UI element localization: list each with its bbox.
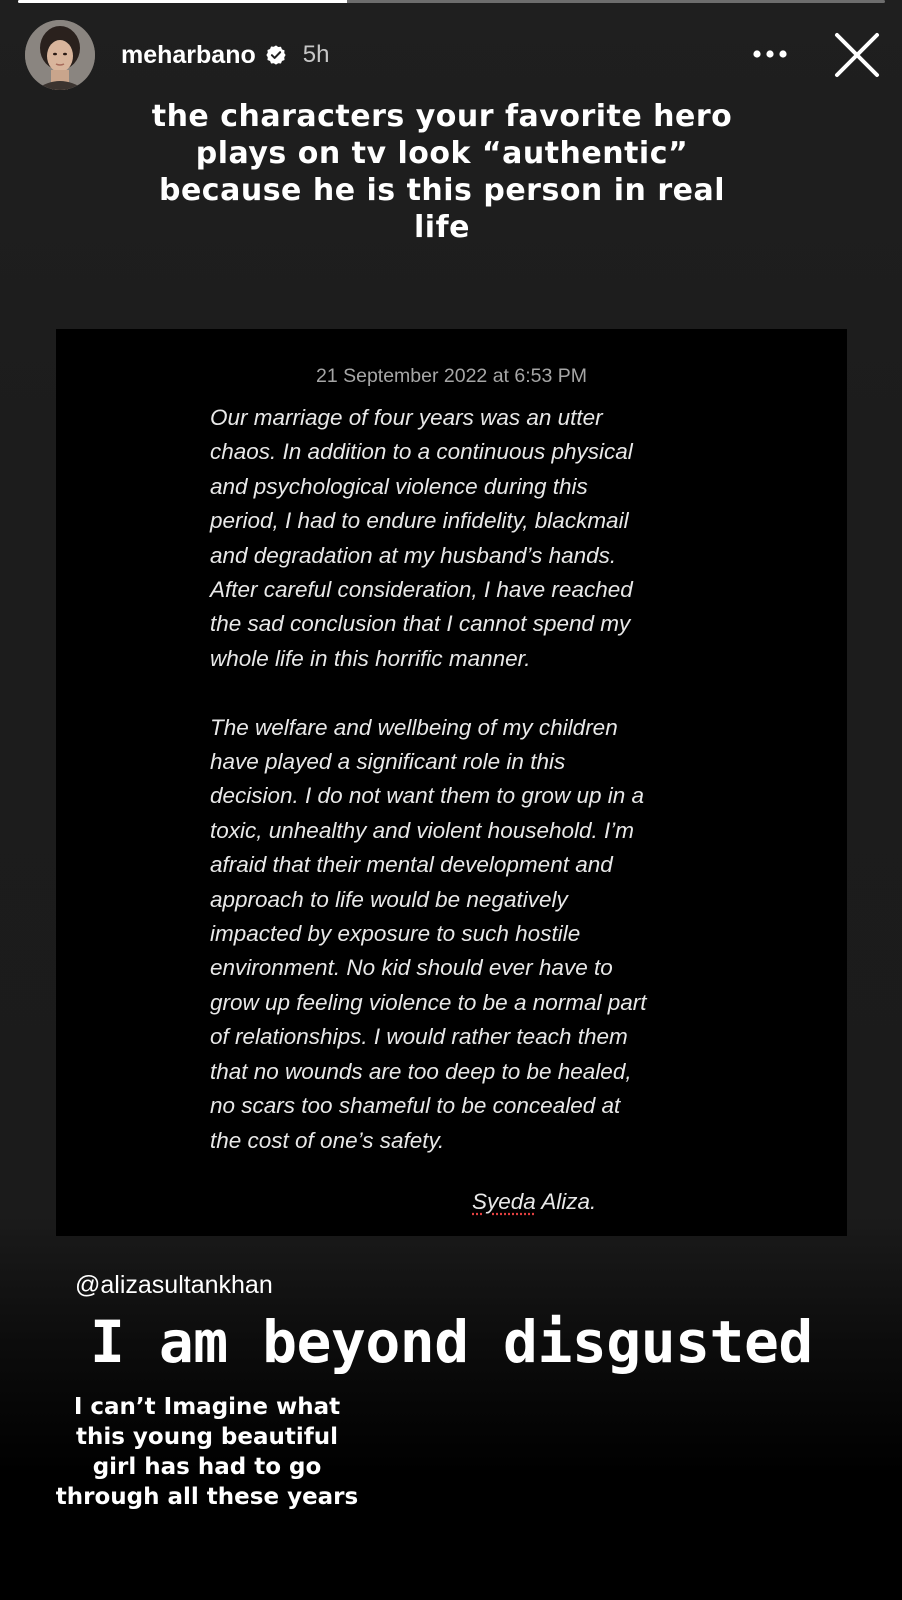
note-line: Our marriage of four years was an utter	[210, 405, 603, 430]
note-body	[210, 401, 730, 1158]
note-line: no scars too shameful to be concealed at	[210, 1093, 621, 1119]
close-button[interactable]	[832, 30, 882, 80]
note-line: grow up feeling violence to be a normal part	[210, 989, 647, 1015]
story-header	[25, 19, 329, 91]
note-line: decision. I do not want them to grow up in a	[210, 783, 645, 809]
signature-first-name: Syeda	[472, 1189, 536, 1214]
note-line: impacted by exposure to such hostile	[210, 921, 581, 947]
note-line: have played a significant role in this	[210, 749, 566, 775]
note-line: After careful consideration, I have reached	[210, 577, 633, 603]
note-line: whole life in this horrific manner.	[210, 645, 531, 671]
story-progress-bar	[18, 0, 885, 3]
note-line: of relationships. I would rather teach them	[210, 1024, 628, 1050]
verified-badge-icon	[265, 44, 287, 66]
note-line: the cost of one’s safety.	[210, 1127, 445, 1153]
note-line: that no wounds are too deep to be healed,	[210, 1058, 632, 1084]
note-screenshot	[56, 329, 847, 1236]
note-line: afraid that their mental development and	[210, 852, 613, 878]
note-line: and degradation at my husband’s hands.	[210, 542, 617, 568]
story-caption-big: I am beyond disgusted	[90, 1308, 813, 1376]
mention-sticker[interactable]: @alizasultankhan	[75, 1271, 273, 1299]
note-line: environment. No kid should ever have to	[210, 955, 613, 981]
note-line: approach to life would be negatively	[210, 886, 568, 912]
note-line: chaos. In addition to a continuous physical	[210, 439, 633, 465]
note-line: toxic, unhealthy and violent household. I’m	[210, 817, 635, 843]
note-date: 21 September 2022 at 6:53 PM	[315, 365, 587, 387]
username[interactable]: meharbano	[121, 40, 256, 69]
note-signature	[472, 1189, 596, 1215]
story-progress-fill	[18, 0, 347, 3]
signature-last-name: Aliza.	[535, 1189, 597, 1214]
close-icon	[832, 30, 882, 80]
note-line: and psychological violence during this	[210, 473, 588, 499]
avatar[interactable]	[25, 20, 95, 90]
story-caption-top: the characters your favorite hero plays on tv look “authentic” because he is this person in real life	[151, 99, 733, 245]
post-time: 5h	[302, 41, 330, 68]
more-dots-icon	[752, 49, 788, 59]
more-options-button[interactable]	[748, 36, 792, 72]
story-caption-small: I can’t Imagine what this young beautiful girl has had to go through all these years	[55, 1394, 359, 1510]
note-line: The welfare and wellbeing of my children	[210, 714, 618, 740]
note-line: the sad conclusion that I cannot spend my	[210, 611, 631, 637]
paragraph-gap	[210, 676, 730, 710]
note-line: period, I had to endure infidelity, blackmail	[210, 508, 629, 534]
